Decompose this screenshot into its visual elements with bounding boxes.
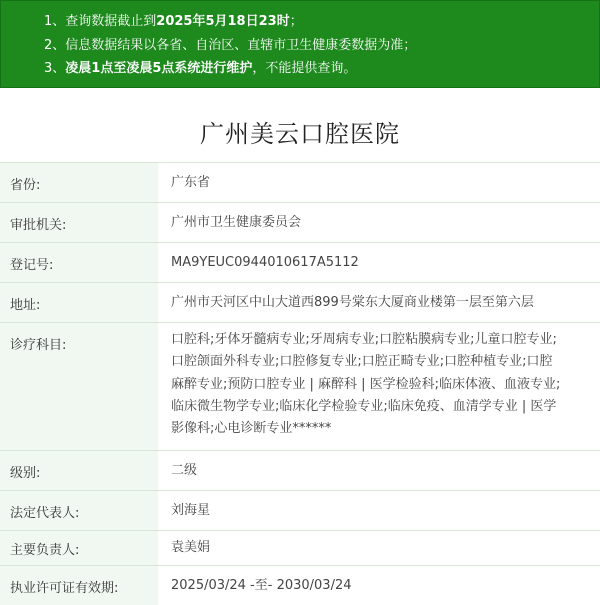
province-label: 省份:	[0, 163, 158, 202]
notice-line-1-prefix: 1、查询数据截止到	[44, 14, 157, 29]
notice-line-1-date: 2025年5月18日23时	[156, 14, 290, 29]
row-approval-authority	[0, 202, 600, 242]
notice-line-3	[44, 61, 356, 77]
treatment-subjects-line: 临床微生物学专业;临床化学检验专业;临床免疫、血清学专业 | 医学	[171, 398, 557, 414]
level-label: 级别:	[0, 451, 158, 490]
treatment-subjects-line: 口腔科;牙体牙髓病专业;牙周病专业;口腔粘膜病专业;儿童口腔专业;	[171, 332, 557, 347]
row-legal-representative	[0, 490, 600, 530]
level-value: 二级	[171, 463, 198, 478]
registration-number-value: MA9YEUC0944010617A5112	[171, 255, 359, 270]
approval-authority-label: 审批机关:	[0, 203, 158, 242]
notice-line-1	[44, 14, 303, 30]
row-level	[0, 450, 600, 490]
treatment-subjects-line: 口腔颌面外科专业;口腔修复专业;口腔正畸专业;口腔种植专业;口腔	[171, 354, 553, 370]
registration-number-label: 登记号:	[0, 243, 158, 282]
notice-line-3-prefix: 3、	[44, 61, 66, 76]
treatment-subjects-label: 诊疗科目:	[0, 323, 158, 450]
legal-representative-value: 刘海星	[171, 503, 211, 518]
notice-banner	[0, 0, 600, 88]
row-license-validity	[0, 565, 600, 605]
province-value: 广东省	[171, 175, 211, 190]
treatment-subjects-value	[171, 323, 592, 450]
treatment-subjects-line: 麻醉专业;预防口腔专业 | 麻醉科 | 医学检验科;临床体液、血液专业;	[171, 376, 561, 392]
row-address	[0, 282, 600, 322]
notice-line-1-suffix: ；	[289, 14, 303, 29]
license-validity-value: 2025/03/24 -至- 2030/03/24	[171, 578, 352, 593]
row-province	[0, 162, 600, 202]
notice-line-3-maintenance: 凌晨1点至凌晨5点系统进行维护	[65, 61, 253, 76]
address-value: 广州市天河区中山大道西899号棠东大厦商业楼第一层至第六层	[171, 295, 534, 310]
row-principal	[0, 530, 600, 565]
notice-line-2: 2、信息数据结果以各省、自治区、直辖市卫生健康委数据为准；	[44, 38, 417, 53]
row-treatment-subjects	[0, 322, 600, 450]
row-registration-number	[0, 242, 600, 282]
approval-authority-value: 广州市卫生健康委员会	[171, 215, 302, 230]
address-label: 地址:	[0, 283, 158, 322]
license-validity-label: 执业许可证有效期:	[0, 566, 158, 605]
principal-label: 主要负责人:	[0, 531, 158, 565]
treatment-subjects-line: 影像科;心电诊断专业******	[171, 421, 332, 437]
principal-value: 袁美娟	[171, 540, 211, 555]
legal-representative-label: 法定代表人:	[0, 491, 158, 530]
notice-line-3-suffix: ，不能提供查询。	[252, 61, 357, 76]
page-title: 广州美云口腔医院	[200, 120, 400, 148]
